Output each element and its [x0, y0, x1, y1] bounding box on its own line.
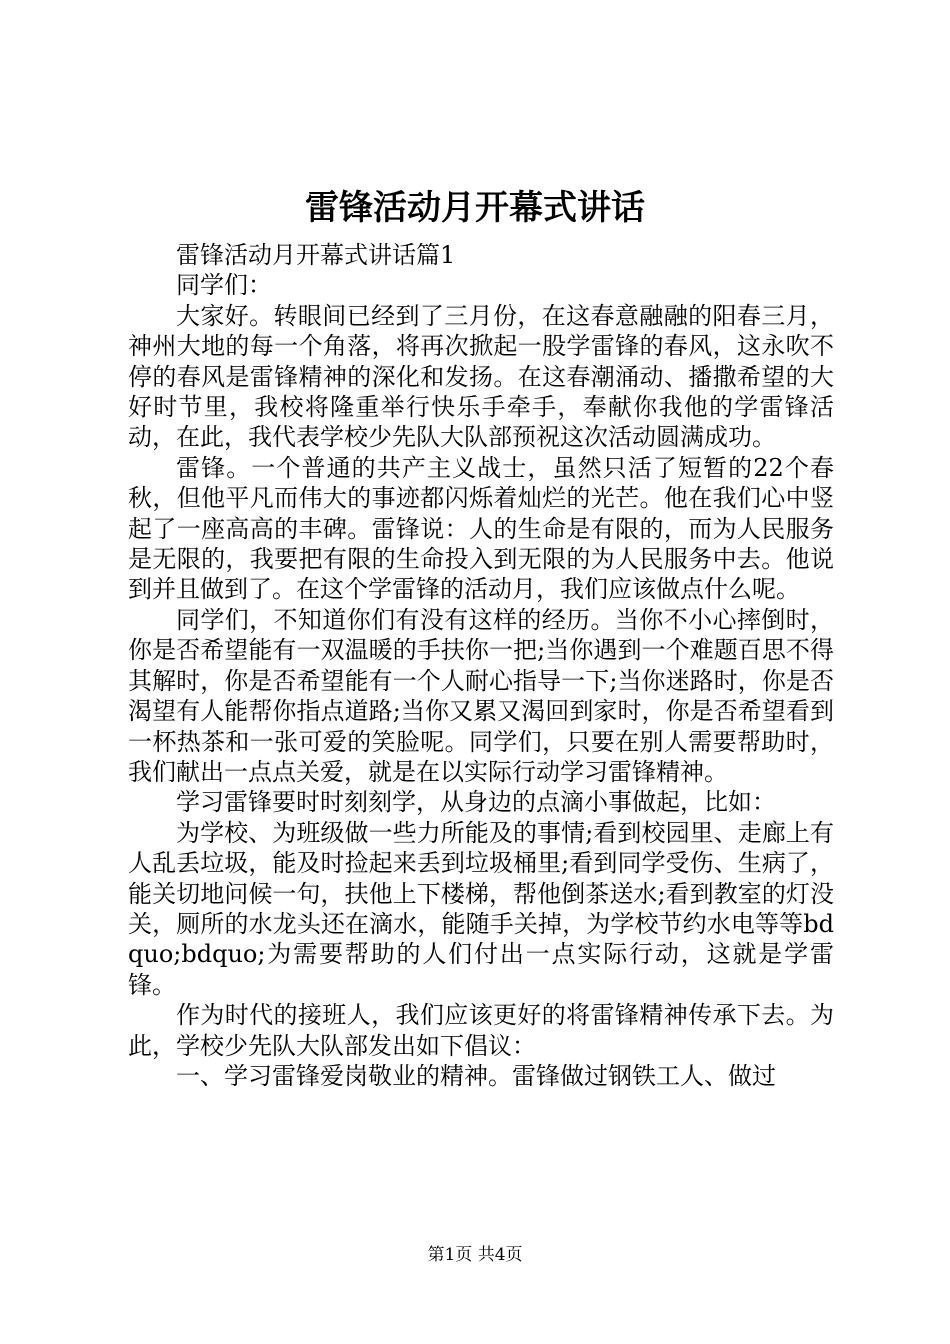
paragraph: 一、学习雷锋爱岗敬业的精神。雷锋做过钢铁工人、做过: [176, 1061, 776, 1090]
paragraph: 雷锋。一个普通的共产主义战士，虽然只活了短暂的22个春秋，但他平凡而伟大的事迹都闪烁着灿烂的光芒。他在我们心中竖起了一座高高的丰碑。雷锋说：人的生命是有限的，而为人民服务是无限的，我要把有限的生命投入到无限的为人民服务中去。他说到并且做到了。在这个学雷锋的活动月，我们应该做点什么呢。: [128, 453, 834, 604]
document-body: [128, 240, 834, 1091]
page-footer: 第1页 共4页: [427, 1245, 523, 1265]
paragraph: 同学们，不知道你们有没有这样的经历。当你不小心摔倒时，你是否希望能有一双温暖的手扶你一把;当你遇到一个难题百思不得其解时，你是否希望能有一个人耐心指导一下;当你迷路时，你是否渴望有人能帮你指点道路;当你又累又渴回到家时，你是否希望看到一杯热茶和一张可爱的笑脸呢。同学们，只要在别人需要帮助时，我们献出一点点关爱，就是在以实际行动学习雷锋精神。: [128, 605, 834, 786]
paragraph: 为学校、为班级做一些力所能及的事情;看到校园里、走廊上有人乱丢垃圾，能及时捡起来丢到垃圾桶里;看到同学受伤、生病了，能关切地问候一句，扶他上下楼梯，帮他倒茶送水;看到教室的灯没关，厕所的水龙头还在滴水，能随手关掉，为学校节约水电等等bdquo;bdquo;为需要帮助的人们付出一点实际行动，这就是学雷锋。: [128, 818, 834, 999]
paragraph: 作为时代的接班人，我们应该更好的将雷锋精神传承下去。为此，学校少先队大队部发出如下倡议：: [128, 1001, 834, 1060]
section-heading: 雷锋活动月开幕式讲话篇1: [176, 241, 456, 269]
paragraph: 大家好。转眼间已经到了三月份，在这春意融融的阳春三月，神州大地的每一个角落，将再次掀起一股学雷锋的春风，这永吹不停的春风是雷锋精神的深化和发扬。在这春潮涌动、播撒希望的大好时节里，我校将隆重举行快乐手牵手，奉献你我他的学雷锋活动，在此，我代表学校少先队大队部预祝这次活动圆满成功。: [128, 301, 834, 452]
salutation: 同学们：: [176, 271, 272, 300]
document-title: 雷锋活动月开幕式讲话: [305, 188, 645, 228]
paragraph: 学习雷锋要时时刻刻学，从身边的点滴小事做起，比如：: [176, 788, 776, 817]
